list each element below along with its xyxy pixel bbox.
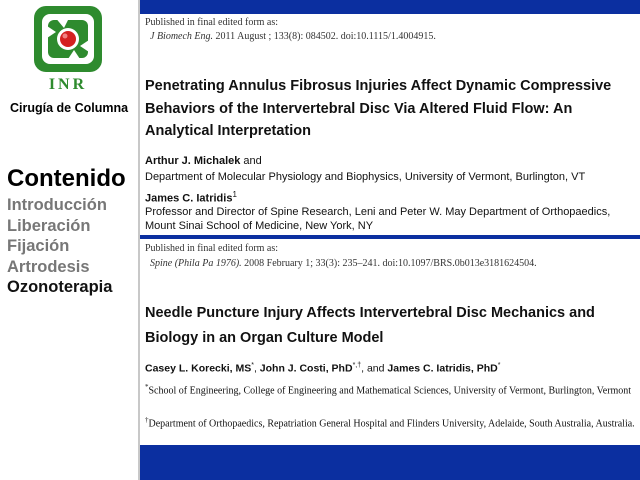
affiliation-mark: * xyxy=(145,383,149,391)
author-name: James C. Iatridis xyxy=(145,192,233,205)
affiliation-text: School of Engineering, College of Engineering and Mathematical Sciences, University of Vermont, Burlington, Vermont xyxy=(148,385,632,397)
author-suffix: and xyxy=(243,155,262,167)
affiliation-1 xyxy=(145,380,635,398)
author-2: John J. Costi, PhD xyxy=(259,362,353,375)
contents-item-introduccion[interactable]: Introducción xyxy=(7,196,107,214)
citation-line xyxy=(150,258,537,269)
contents-list xyxy=(7,195,112,298)
author-2-sup: *,† xyxy=(352,362,362,369)
affiliation-mark: † xyxy=(145,416,149,424)
paper-title: Penetrating Annulus Fibrosus Injuries Affect Dynamic Compressive Behaviors of the Intervertebral Disc Via Altered Fluid Flow: An Analytical Interpretation xyxy=(145,78,612,139)
citation-line xyxy=(150,31,436,42)
citation-details: 2011 August ; 133(8): 084502. doi:10.1115/1.4004915. xyxy=(215,31,436,42)
contents-title: Contenido xyxy=(7,165,126,192)
author-sup: 1 xyxy=(232,190,237,199)
author-separator: , and xyxy=(361,362,388,375)
authors-line xyxy=(145,362,500,375)
published-note: Published in final edited form as: xyxy=(145,243,279,254)
journal-name: Spine (Phila Pa 1976). xyxy=(150,258,242,269)
paper-title: Needle Puncture Injury Affects Intervertebral Disc Mechanics and Biology in an Organ Culture Model xyxy=(145,305,595,346)
affiliation-1: Department of Molecular Physiology and Biophysics, University of Vermont, Burlington, VT xyxy=(145,171,586,183)
inr-logo xyxy=(30,4,106,96)
inr-emblem-icon xyxy=(30,4,106,76)
author-1-sup: * xyxy=(251,362,254,369)
sidebar xyxy=(0,0,138,480)
author-name: Arthur J. Michalek xyxy=(145,155,241,167)
author-line-1 xyxy=(145,155,262,167)
contents-item-fijacion[interactable]: Fijación xyxy=(7,237,70,255)
journal-name: J Biomech Eng. xyxy=(150,31,214,42)
author-3-sup: * xyxy=(497,362,501,369)
affiliation-text: Department of Orthopaedics, Repatriation General Hospital and Flinders University, Adelaide, South Australia, Australia. xyxy=(148,418,635,430)
paper-excerpt-2 xyxy=(140,239,640,445)
section-label: Cirugía de Columna xyxy=(10,101,129,115)
author-line-2 xyxy=(145,190,237,205)
contents-item-liberacion[interactable]: Liberación xyxy=(7,216,91,235)
affiliation-2: Professor and Director of Spine Research, Leni and Peter W. May Department of Orthopaedics, Mount Sinai School of Medicine, New York, NY xyxy=(145,206,611,232)
author-3: James C. Iatridis, PhD xyxy=(387,362,498,375)
author-1: Casey L. Korecki, MS xyxy=(145,362,252,375)
author-separator: , xyxy=(253,362,260,375)
contents-item-ozonoterapia[interactable]: Ozonoterapia xyxy=(7,278,113,296)
paper-excerpt-1 xyxy=(140,14,640,235)
logo-text: INR xyxy=(48,76,88,93)
main-panel xyxy=(140,0,640,480)
affiliation-2 xyxy=(145,413,635,431)
contents-item-artrodesis[interactable]: Artrodesis xyxy=(7,257,90,276)
published-note: Published in final edited form as: xyxy=(145,17,279,28)
citation-details: 2008 February 1; 33(3): 235–241. doi:10.1097/BRS.0b013e3181624504. xyxy=(244,258,537,269)
